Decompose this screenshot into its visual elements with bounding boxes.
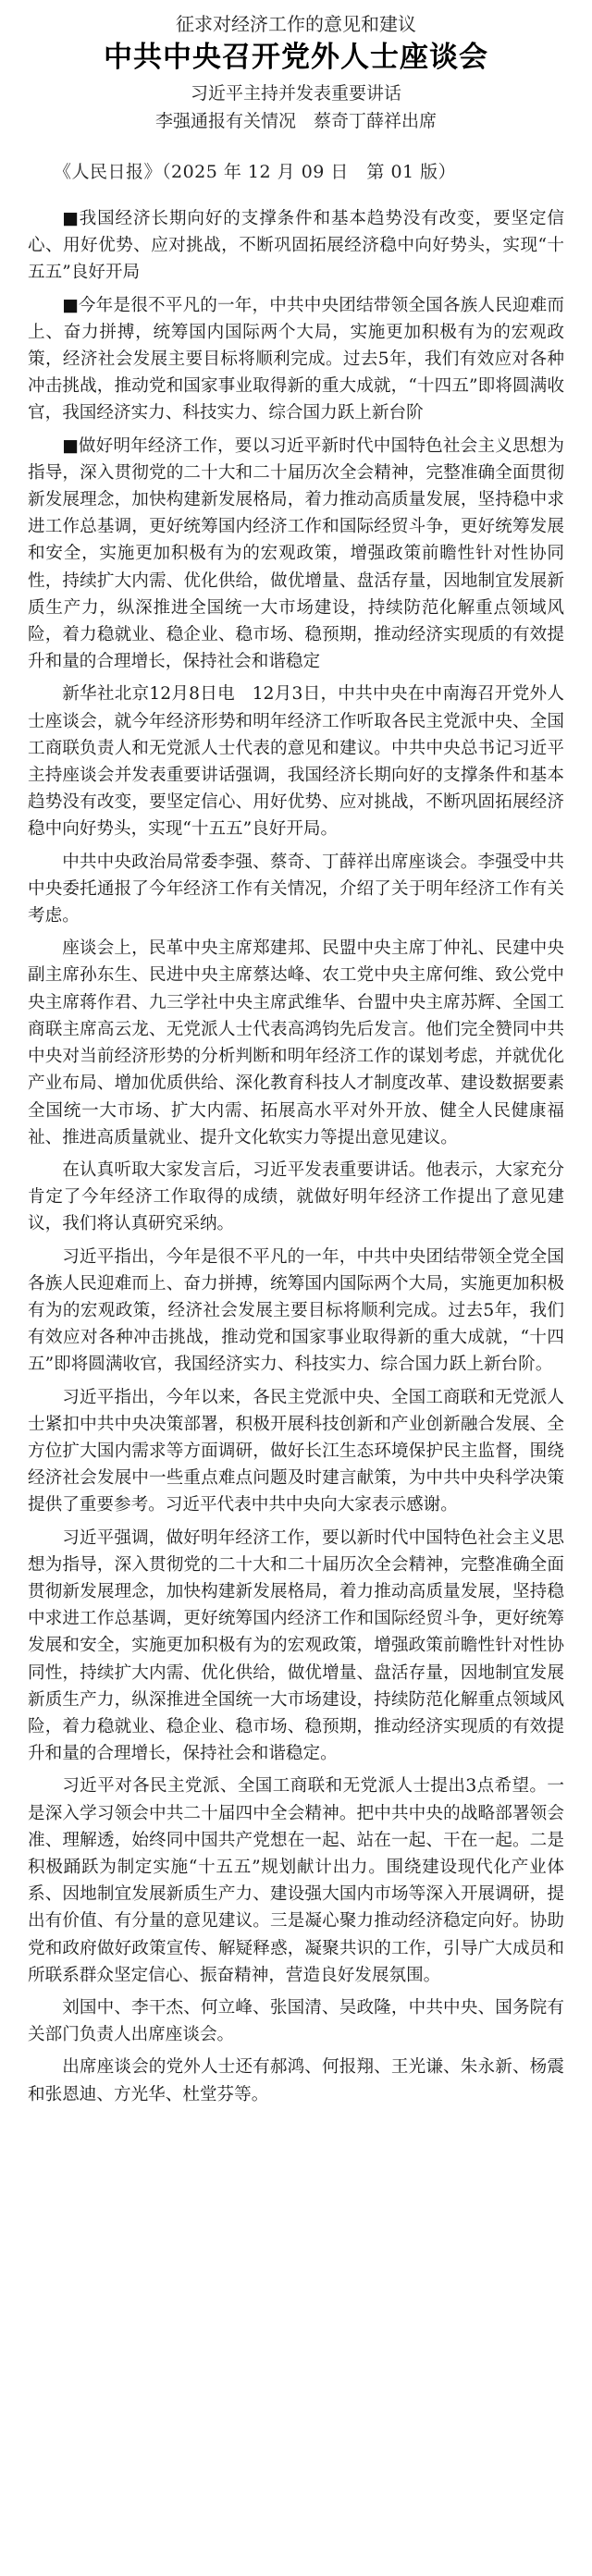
body-paragraph-8: 习近平对各民主党派、全国工商联和无党派人士提出3点希望。一是深入学习领会中共二十届四中全会精神。把中共中央的战略部署领会准、理解透，始终同中国共产党想在一起、站在一起、干在一起。二是积极踊跃为制定实施“十五五”规划献计出力。围绕建设现代化产业体系、因地制宜发展新质生产力、建设强大国内市场等深入开展调研，提出有价值、有分量的意见建议。三是凝心聚力推动经济稳定向好。协助党和政府做好政策宣传、解疑释惑，凝聚共识的工作，引导广大成员和所联系群众坚定信心、振奋精神，营造良好发展氛围。 <box>28 1776 564 1985</box>
bullet-icon: ■ <box>62 435 79 456</box>
summary-text: 做好明年经济工作，要以习近平新时代中国特色社会主义思想为指导，深入贯彻党的二十大和二十届历次全会精神，完整准确全面贯彻新发展理念，加快构建新发展格局，着力推动高质量发展，坚持稳中求进工作总基调，更好统筹国内经济工作和国际经贸斗争，更好统筹发展和安全，实施更加积极有为的宏观政策，增强政策前瞻性针对性协同性，持续扩大内需、优化供给，做优增量、盘活存量，因地制宜发展新质生产力，纵深推进全国统一大市场建设，持续防范化解重点领域风险，着力稳就业、稳企业、稳市场、稳预期，推动经济实现质的有效提升和量的合理增长，保持社会和谐稳定 <box>28 435 564 672</box>
body-paragraph-2: 中共中央政治局常委李强、蔡奇、丁薛祥出席座谈会。李强受中共中央委托通报了今年经济工作有关情况，介绍了关于明年经济工作有关考虑。 <box>28 852 564 926</box>
body-paragraph-7: 习近平强调，做好明年经济工作，要以新时代中国特色社会主义思想为指导，深入贯彻党的二十大和二十届历次全会精神，完整准确全面贯彻新发展理念，加快构建新发展格局，着力推动高质量发展，坚持稳中求进工作总基调，更好统筹国内经济工作和国际经贸斗争，更好统筹发展和安全，实施更加积极有为的宏观政策，增强政策前瞻性针对性协同性，持续扩大内需、优化供给，做优增量、盘活存量，因地制宜发展新质生产力，纵深推进全国统一大市场建设，持续防范化解重点领域风险，着力稳就业、稳企业、稳市场、稳预期，推动经济实现质的有效提升和量的合理增长，保持社会和谐稳定。 <box>28 1527 564 1764</box>
article-subline-2: 李强通报有关情况 蔡奇丁薛祥出席 <box>154 111 437 131</box>
bullet-icon: ■ <box>62 295 79 315</box>
bullet-icon: ■ <box>62 209 80 228</box>
article-kicker: 征求对经济工作的意见和建议 <box>176 13 416 35</box>
article-body <box>28 205 564 2108</box>
summary-text: 今年是很不平凡的一年，中共中央团结带领全国各族人民迎难而上、奋力拼搏，统筹国内国际两个大局，实施更加积极有为的宏观政策，经济社会发展主要目标将顺利完成。过去5年，我们有效应对各种冲击挑战，推动党和国家事业取得新的重大成就，“十四五”即将圆满收官，我国经济实力、科技实力、综合国力跃上新台阶 <box>28 295 564 423</box>
summary-paragraph-2 <box>28 292 564 427</box>
body-paragraph-3: 座谈会上，民革中央主席郑建邦、民盟中央主席丁仲礼、民建中央副主席孙东生、民进中央主席蔡达峰、农工党中央主席何维、致公党中央主席蒋作君、九三学社中央主席武维华、台盟中央主席苏辉、全国工商联主席高云龙、无党派人士代表高鸿钧先后发言。他们完全赞同中共中央对当前经济形势的分析判断和明年经济工作的谋划考虑，并就优化产业布局、增加优质供给、深化教育科技人才制度改革、建设数据要素全国统一大市场、扩大内需、拓展高水平对外开放、健全人民健康福祉、推进高质量就业、提升文化软实力等提出意见建议。 <box>28 938 564 1147</box>
body-paragraph-10: 出席座谈会的党外人士还有郝鸿、何报翔、王光谦、朱永新、杨震和张恩迪、方光华、杜堂芬等。 <box>28 2057 564 2104</box>
body-paragraph-9: 刘国中、李干杰、何立峰、张国清、吴政隆，中共中央、国务院有关部门负责人出席座谈会。 <box>28 1998 564 2045</box>
body-paragraph-6: 习近平指出，今年以来，各民主党派中央、全国工商联和无党派人士紧扣中共中央决策部署，积极开展科技创新和产业创新融合发展、全方位扩大国内需求等方面调研，做好长江生态环境保护民主监督，围绕经济社会发展中一些重点难点问题及时建言献策，为中共中央科学决策提供了重要参考。习近平代表中共中央向大家表示感谢。 <box>28 1387 564 1515</box>
summary-paragraph-1 <box>28 205 564 287</box>
summary-text: 我国经济长期向好的支撑条件和基本趋势没有改变，要坚定信心、用好优势、应对挑战，不断巩固拓展经济稳中向好势头，实现“十五五”良好开局 <box>28 209 564 283</box>
article-source: 《人民日报》（2025 年 12 月 09 日 第 01 版） <box>54 162 457 182</box>
summary-paragraph-3 <box>28 433 564 676</box>
article-header <box>28 11 564 135</box>
body-paragraph-1: 新华社北京12月8日电 12月3日，中共中央在中南海召开党外人士座谈会，就今年经济形势和明年经济工作听取各民主党派中央、全国工商联负责人和无党派人士代表的意见和建议。中共中央总书记习近平主持座谈会并发表重要讲话强调，我国经济长期向好的支撑条件和基本趋势没有改变，要坚定信心、用好优势、应对挑战，不断巩固拓展经济稳中向好势头，实现“十五五”良好开局。 <box>28 684 564 840</box>
article-subline-1: 习近平主持并发表重要讲话 <box>190 83 401 104</box>
body-paragraph-5: 习近平指出，今年是很不平凡的一年，中共中央团结带领全党全国各族人民迎难而上、奋力拼搏，统筹国内国际两个大局，实施更加积极有为的宏观政策，经济社会发展主要目标将顺利完成。过去5年，我们有效应对各种冲击挑战，推动党和国家事业取得新的重大成就，“十四五”即将圆满收官，我国经济实力、科技实力、综合国力跃上新台阶。 <box>28 1246 564 1375</box>
body-paragraph-4: 在认真听取大家发言后，习近平发表重要讲话。他表示，大家充分肯定了今年经济工作取得的成绩，就做好明年经济工作提出了意见建议，我们将认真研究采纳。 <box>28 1159 564 1234</box>
article-headline: 中共中央召开党外人士座谈会 <box>104 41 488 74</box>
